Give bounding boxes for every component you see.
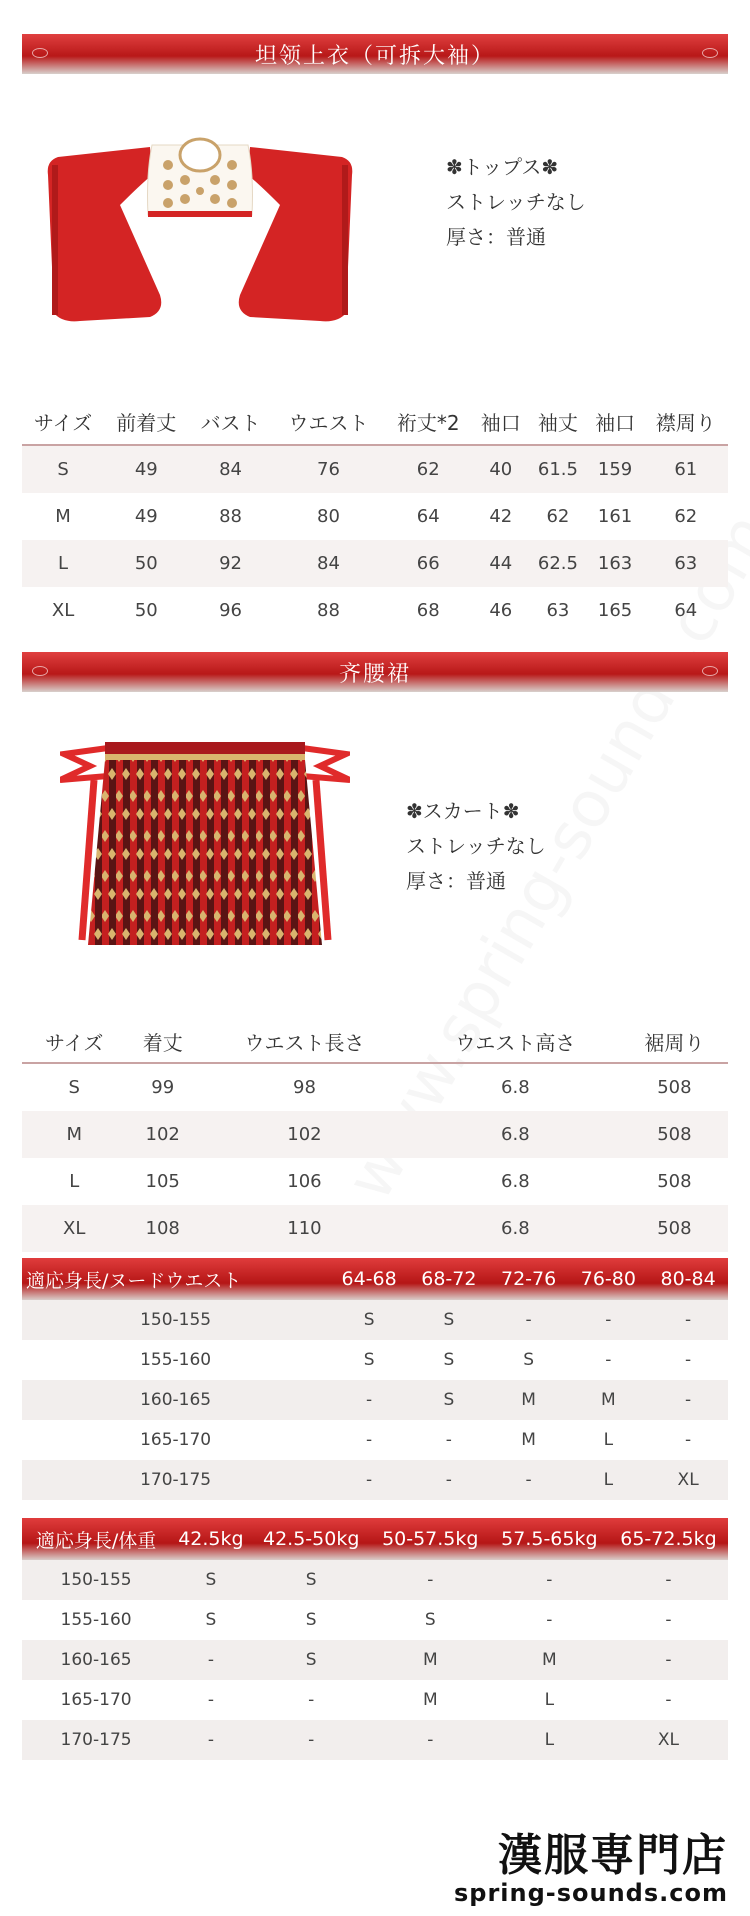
top-section-banner bbox=[22, 34, 728, 74]
table-cell: - bbox=[685, 1430, 692, 1450]
row-label-cell: 165-170 bbox=[60, 1690, 132, 1710]
column-header: 裄丈*2 bbox=[384, 398, 472, 445]
column-header: 袖口 bbox=[587, 398, 644, 445]
ornament-icon bbox=[32, 666, 48, 676]
column-header: サイズ bbox=[22, 398, 104, 445]
table-cell: 6.8 bbox=[501, 1077, 530, 1098]
table-cell: 80 bbox=[317, 506, 340, 527]
info-line: 厚さ：普通 bbox=[446, 225, 546, 249]
table-cell: M bbox=[521, 1430, 536, 1450]
table-cell: S bbox=[252, 1560, 371, 1600]
table-cell: S bbox=[363, 1350, 375, 1370]
table-row bbox=[22, 445, 728, 493]
table-row bbox=[22, 540, 728, 587]
table-cell: L bbox=[544, 1690, 555, 1710]
table-cell: - bbox=[366, 1430, 373, 1450]
shop-name: 漢服専門店 bbox=[498, 1830, 728, 1881]
table-cell: 64 bbox=[416, 506, 440, 527]
table-row bbox=[22, 1460, 728, 1500]
row-label-cell: 170-175 bbox=[22, 1720, 170, 1760]
table-cell: 62 bbox=[674, 506, 698, 527]
table-cell: 102 bbox=[199, 1111, 410, 1158]
table-cell: - bbox=[609, 1640, 728, 1680]
column-header: ウエスト長さ bbox=[199, 1020, 410, 1063]
table-cell: 61.5 bbox=[529, 445, 586, 493]
table-cell: 61 bbox=[644, 445, 728, 493]
table-cell: S bbox=[205, 1610, 217, 1630]
table-cell: S bbox=[523, 1350, 534, 1370]
table-row bbox=[22, 1380, 728, 1420]
info-line: ✽トップス✽ bbox=[446, 155, 559, 179]
row-label-cell: M bbox=[55, 506, 71, 527]
table-cell: - bbox=[170, 1720, 252, 1760]
table-cell: 508 bbox=[657, 1077, 692, 1098]
column-header: 袖口 bbox=[472, 398, 529, 445]
table-cell: 6.8 bbox=[410, 1205, 621, 1252]
table-header-row bbox=[22, 398, 728, 445]
table-row bbox=[22, 1063, 728, 1111]
table-cell: 46 bbox=[489, 600, 513, 621]
table-cell: 49 bbox=[104, 445, 188, 493]
column-header: 68-72 bbox=[409, 1258, 489, 1300]
table-cell: M bbox=[371, 1640, 490, 1680]
top-size-table bbox=[22, 398, 728, 634]
table-cell: - bbox=[490, 1560, 609, 1600]
skirt-section-title: 齐腰裙 bbox=[338, 661, 411, 687]
table-cell: - bbox=[665, 1690, 672, 1710]
table-cell: 106 bbox=[287, 1171, 322, 1192]
table-cell: - bbox=[489, 1460, 569, 1500]
table-cell: 50 bbox=[104, 540, 188, 587]
table-cell: M bbox=[568, 1380, 648, 1420]
table-cell: 63 bbox=[644, 540, 728, 587]
table-cell: 50 bbox=[134, 600, 158, 621]
table-cell: 508 bbox=[621, 1205, 728, 1252]
column-header: 裾周り bbox=[621, 1020, 728, 1063]
table-cell: 88 bbox=[317, 600, 340, 621]
column-header: 襟周り bbox=[644, 398, 728, 445]
table-row bbox=[22, 1560, 728, 1600]
table-cell: S bbox=[443, 1350, 455, 1370]
row-label-cell: XL bbox=[22, 1205, 126, 1252]
table-cell: 6.8 bbox=[410, 1111, 621, 1158]
column-header: 前着丈 bbox=[104, 398, 188, 445]
row-label-cell: S bbox=[68, 1077, 80, 1098]
row-label-cell: 170-175 bbox=[22, 1460, 329, 1500]
table-cell: 68 bbox=[416, 600, 440, 621]
column-header: ウエスト bbox=[273, 398, 384, 445]
table-row bbox=[22, 1600, 728, 1640]
table-cell: - bbox=[170, 1640, 252, 1680]
table-cell: S bbox=[170, 1560, 252, 1600]
table-cell: M bbox=[490, 1640, 609, 1680]
table-cell: 105 bbox=[145, 1171, 180, 1192]
table-cell: - bbox=[489, 1300, 569, 1340]
table-cell: 64 bbox=[674, 600, 698, 621]
table-cell: - bbox=[665, 1610, 672, 1630]
skirt-section-banner bbox=[22, 652, 728, 692]
table-cell: - bbox=[371, 1720, 490, 1760]
column-header: 57.5-65kg bbox=[490, 1518, 609, 1560]
table-cell: XL bbox=[648, 1460, 728, 1500]
column-header: 64-68 bbox=[329, 1258, 409, 1300]
table-cell: 88 bbox=[219, 506, 243, 527]
shop-logo bbox=[454, 1832, 728, 1906]
table-cell: L bbox=[490, 1720, 609, 1760]
table-cell: 102 bbox=[126, 1111, 199, 1158]
column-header: 80-84 bbox=[648, 1258, 728, 1300]
table-row bbox=[22, 1111, 728, 1158]
skirt-info bbox=[406, 794, 546, 899]
table-row bbox=[22, 1720, 728, 1760]
table-cell: S bbox=[329, 1300, 409, 1340]
table-cell: 98 bbox=[293, 1077, 316, 1098]
table-cell: L bbox=[568, 1460, 648, 1500]
row-label-cell: S bbox=[22, 445, 104, 493]
column-header: 50-57.5kg bbox=[371, 1518, 490, 1560]
table-header-row bbox=[22, 1518, 728, 1560]
ornament-icon bbox=[32, 48, 48, 58]
column-header: 42.5-50kg bbox=[252, 1518, 371, 1560]
table-cell: - bbox=[609, 1560, 728, 1600]
table-cell: S bbox=[409, 1380, 489, 1420]
waist-fit-table bbox=[22, 1258, 728, 1500]
row-label-cell: 155-160 bbox=[60, 1610, 132, 1630]
table-row bbox=[22, 587, 728, 634]
table-cell: - bbox=[568, 1300, 648, 1340]
table-cell: 110 bbox=[199, 1205, 410, 1252]
table-cell: 96 bbox=[219, 600, 243, 621]
column-header: 42.5kg bbox=[170, 1518, 252, 1560]
table-cell: M bbox=[422, 1690, 438, 1710]
row-label-cell: 160-165 bbox=[22, 1640, 170, 1680]
table-cell: L bbox=[603, 1430, 614, 1450]
column-header: 適応身長/ヌードウエスト bbox=[22, 1258, 329, 1300]
table-header-row bbox=[22, 1020, 728, 1063]
table-cell: - bbox=[546, 1610, 553, 1630]
table-cell: - bbox=[252, 1720, 371, 1760]
table-cell: - bbox=[329, 1460, 409, 1500]
row-label-cell: M bbox=[22, 1111, 126, 1158]
ornament-icon bbox=[702, 48, 718, 58]
table-cell: 62 bbox=[384, 445, 472, 493]
column-header: サイズ bbox=[22, 1020, 126, 1063]
table-row bbox=[22, 1680, 728, 1720]
table-row bbox=[22, 1205, 728, 1252]
table-cell: 49 bbox=[134, 506, 158, 527]
table-cell: 163 bbox=[587, 540, 644, 587]
table-cell: - bbox=[605, 1350, 612, 1370]
table-cell: 508 bbox=[621, 1111, 728, 1158]
shop-url: spring-sounds.com bbox=[453, 1879, 728, 1907]
column-header: バスト bbox=[188, 398, 272, 445]
skirt-image bbox=[60, 740, 350, 955]
ornament-icon bbox=[702, 666, 718, 676]
top-section-title: 坦领上衣（可拆大袖） bbox=[254, 43, 495, 69]
table-cell: S bbox=[409, 1300, 489, 1340]
column-header: 76-80 bbox=[568, 1258, 648, 1300]
info-line: ストレッチなし bbox=[406, 834, 546, 858]
table-row bbox=[22, 1640, 728, 1680]
table-cell: 42 bbox=[489, 506, 513, 527]
column-header: 72-76 bbox=[489, 1258, 569, 1300]
table-row bbox=[22, 1300, 728, 1340]
table-cell: S bbox=[252, 1640, 371, 1680]
row-label-cell: L bbox=[22, 540, 104, 587]
table-cell: 108 bbox=[126, 1205, 199, 1252]
weight-fit-table bbox=[22, 1518, 728, 1760]
table-cell: 62 bbox=[546, 506, 570, 527]
table-cell: 66 bbox=[384, 540, 472, 587]
table-cell: M bbox=[489, 1380, 569, 1420]
table-cell: 40 bbox=[472, 445, 529, 493]
skirt-size-table bbox=[22, 1020, 728, 1252]
table-cell: 161 bbox=[597, 506, 633, 527]
column-header: 着丈 bbox=[126, 1020, 199, 1063]
table-cell: 508 bbox=[657, 1171, 692, 1192]
table-cell: 165 bbox=[597, 600, 633, 621]
table-cell: - bbox=[207, 1690, 214, 1710]
info-line: 厚さ：普通 bbox=[406, 869, 506, 893]
column-header: 65-72.5kg bbox=[609, 1518, 728, 1560]
table-cell: - bbox=[329, 1380, 409, 1420]
column-header: 袖丈 bbox=[529, 398, 586, 445]
table-cell: 92 bbox=[188, 540, 272, 587]
table-cell: XL bbox=[609, 1720, 728, 1760]
column-header: 適応身長/体重 bbox=[22, 1518, 170, 1560]
table-cell: 63 bbox=[546, 600, 570, 621]
table-cell: S bbox=[424, 1610, 436, 1630]
table-cell: 76 bbox=[273, 445, 384, 493]
table-cell: 44 bbox=[472, 540, 529, 587]
table-cell: - bbox=[648, 1300, 728, 1340]
table-cell: S bbox=[305, 1610, 317, 1630]
row-label-cell: 165-170 bbox=[140, 1430, 212, 1450]
table-cell: 159 bbox=[587, 445, 644, 493]
row-label-cell: 150-155 bbox=[22, 1560, 170, 1600]
table-cell: - bbox=[371, 1560, 490, 1600]
table-cell: - bbox=[685, 1350, 692, 1370]
table-cell: 84 bbox=[273, 540, 384, 587]
table-cell: 84 bbox=[188, 445, 272, 493]
row-label-cell: XL bbox=[51, 600, 75, 621]
column-header: ウエスト高さ bbox=[410, 1020, 621, 1063]
table-cell: - bbox=[445, 1430, 452, 1450]
row-label-cell: 150-155 bbox=[22, 1300, 329, 1340]
row-label-cell: 155-160 bbox=[140, 1350, 212, 1370]
table-cell: - bbox=[308, 1690, 315, 1710]
table-row bbox=[22, 1340, 728, 1380]
table-row bbox=[22, 493, 728, 540]
table-cell: - bbox=[648, 1380, 728, 1420]
top-garment-image bbox=[40, 135, 360, 325]
table-row bbox=[22, 1420, 728, 1460]
table-row bbox=[22, 1158, 728, 1205]
table-cell: - bbox=[409, 1460, 489, 1500]
info-line: ✽スカート✽ bbox=[406, 799, 520, 823]
row-label-cell: 160-165 bbox=[22, 1380, 329, 1420]
top-info bbox=[446, 150, 586, 255]
table-cell: 99 bbox=[151, 1077, 175, 1098]
row-label-cell: L bbox=[69, 1171, 80, 1192]
info-line: ストレッチなし bbox=[446, 190, 586, 214]
table-cell: 6.8 bbox=[501, 1171, 530, 1192]
table-header-row bbox=[22, 1258, 728, 1300]
table-cell: 62.5 bbox=[529, 540, 586, 587]
